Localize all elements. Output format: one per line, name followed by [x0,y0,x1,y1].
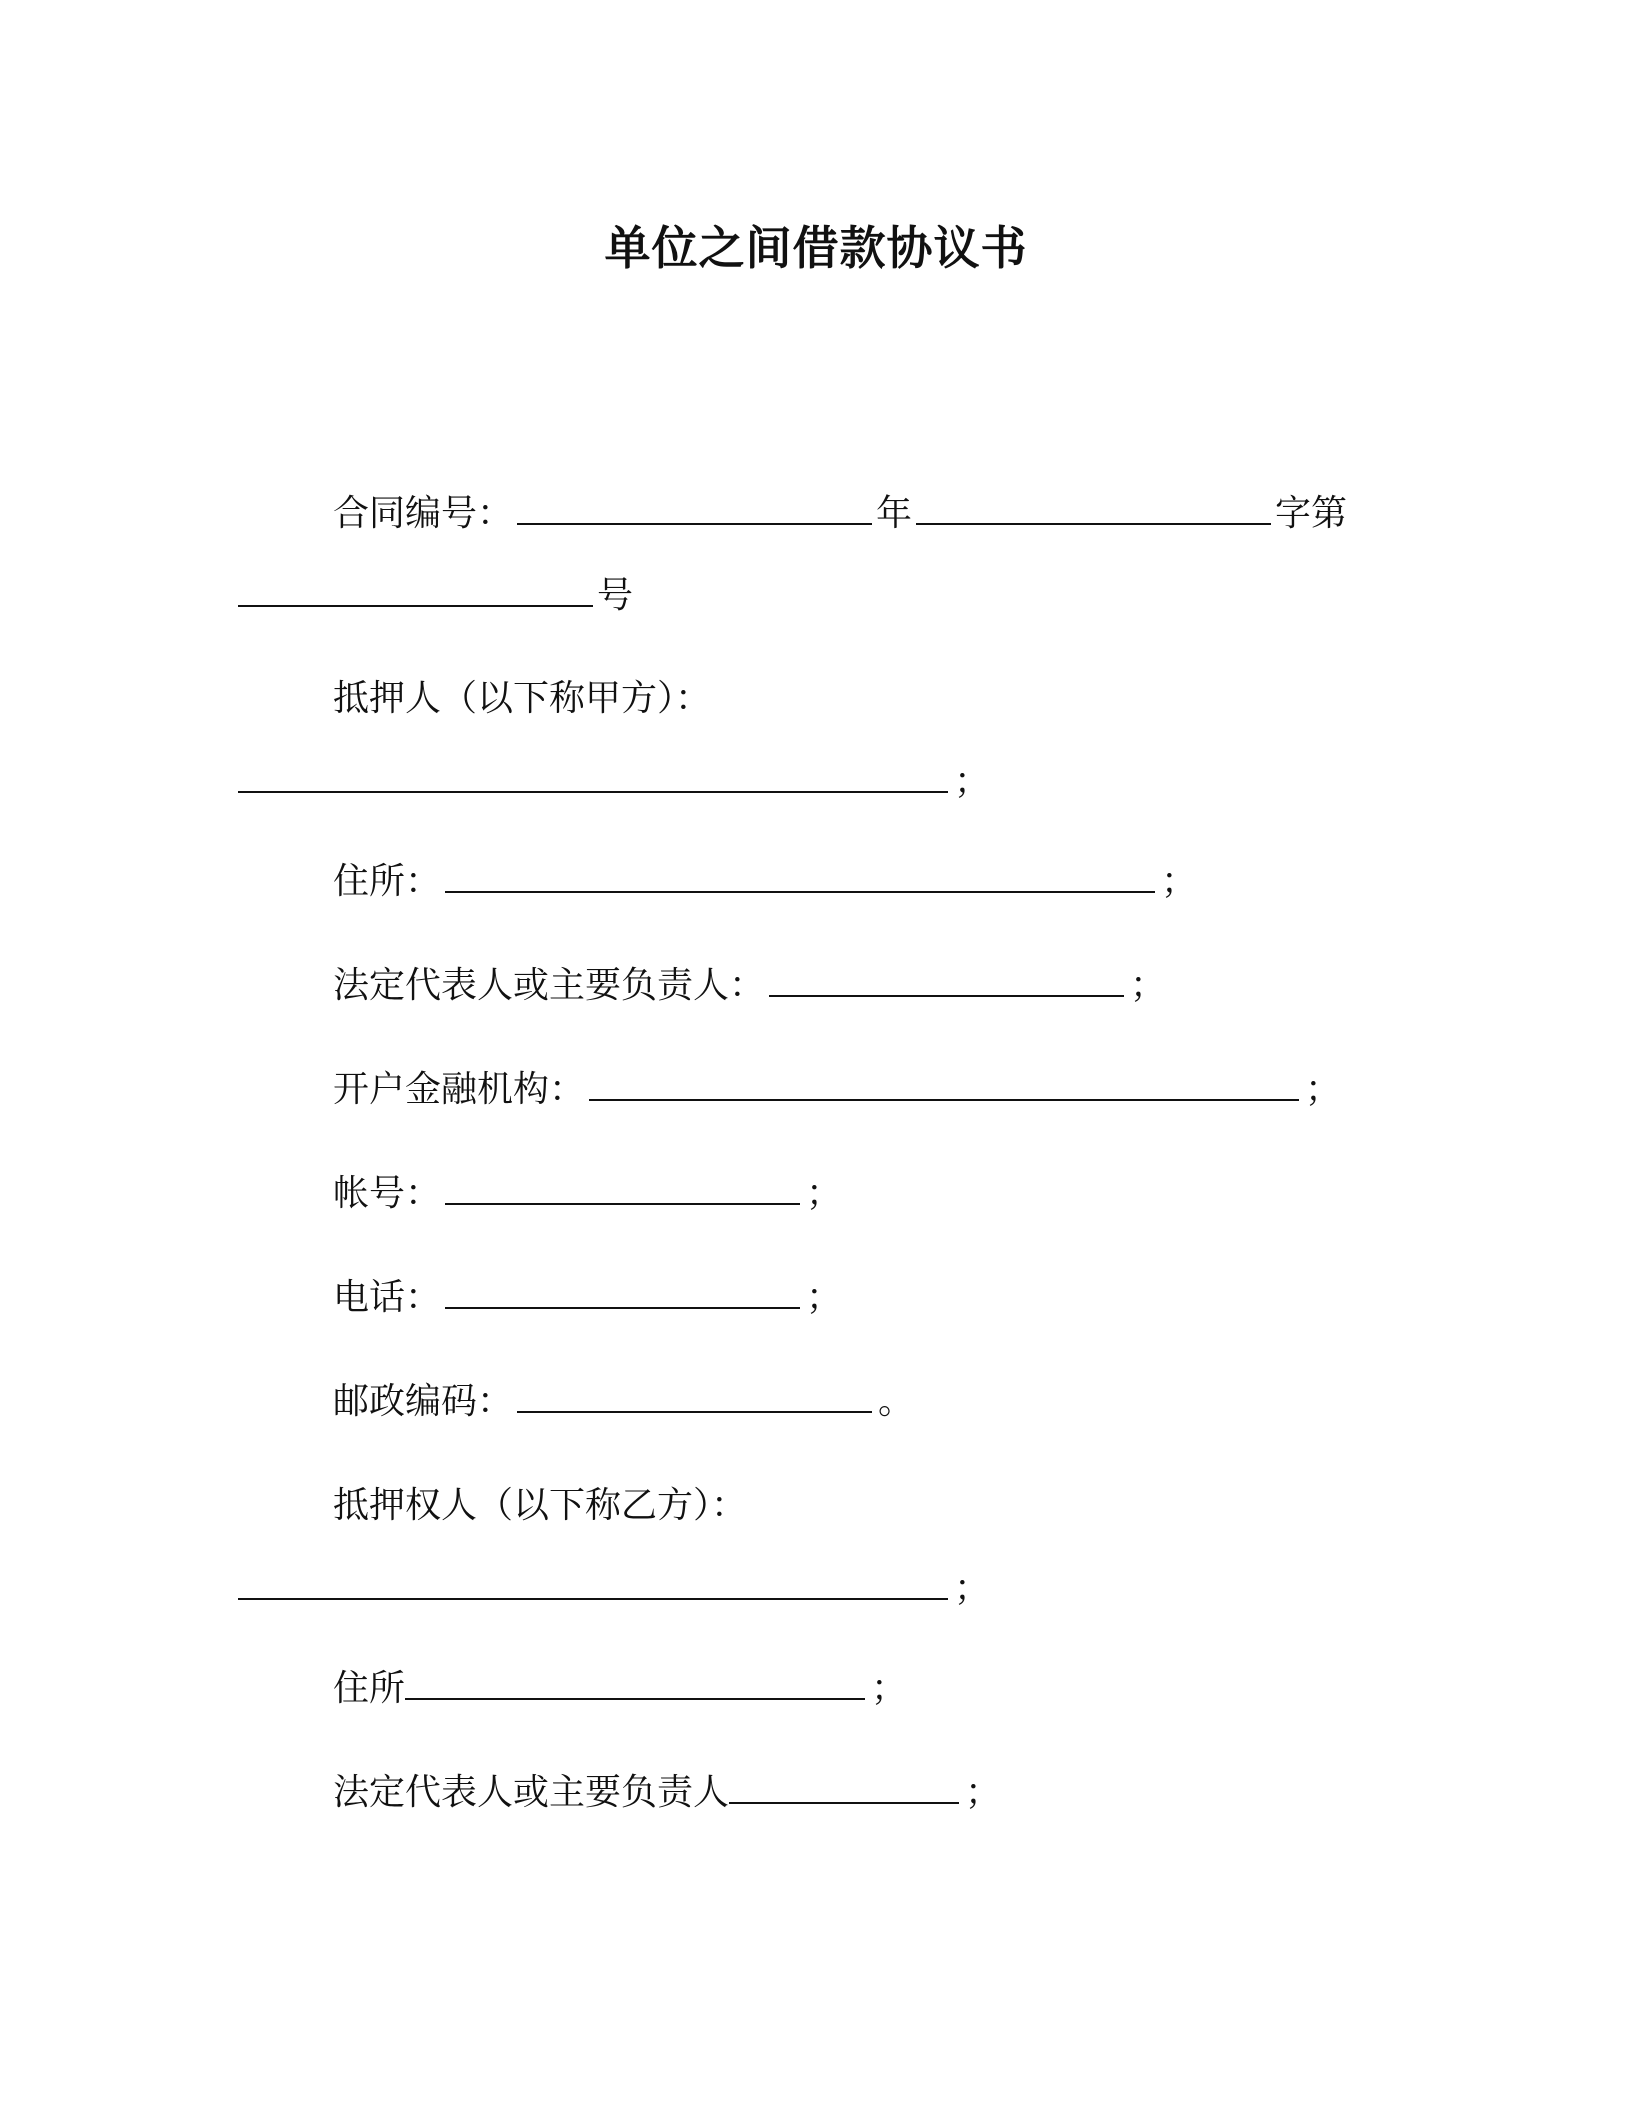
party-a-account-label: 帐号： [333,1173,442,1214]
document-title: 单位之间借款协议书 [604,221,1028,275]
party-a-rep-blank [769,965,1124,997]
contract-no-blank-1 [517,493,872,525]
party-a-address-end: ； [1161,861,1198,902]
contract-year-label: 年 [876,493,913,534]
party-a-postcode-line [333,1378,914,1426]
party-a-bank-blank [589,1069,1299,1101]
party-b-rep-label: 法定代表人或主要负责人 [333,1772,730,1813]
party-a-name-end: ； [954,761,991,802]
party-a-postcode-blank [517,1381,872,1413]
party-b-address-line [333,1665,907,1713]
party-a-postcode-end: 。 [878,1381,915,1422]
party-a-address-blank [445,861,1155,893]
party-a-address-label: 住所： [333,861,442,902]
party-b-address-label: 住所 [333,1668,406,1709]
party-b-name-end: ； [954,1568,991,1609]
party-a-name-line [238,758,990,806]
contract-no-line-2 [238,572,633,620]
party-b-rep-end: ； [965,1772,1002,1813]
contract-hao-label: 号 [597,575,634,616]
party-b-name-line [238,1565,990,1613]
party-a-account-end: ； [806,1173,843,1214]
party-a-heading: 抵押人（以下称甲方）： [333,678,712,719]
contract-no-line [333,490,1347,538]
party-a-bank-end: ； [1305,1069,1342,1110]
party-a-address-line [333,858,1197,906]
party-a-phone-line [333,1274,842,1322]
contract-no-blank-3 [238,575,593,607]
party-a-rep-end: ； [1130,965,1167,1006]
contract-no-label: 合同编号： [333,493,514,534]
contract-no-blank-2 [916,493,1271,525]
party-b-address-blank [405,1668,865,1700]
party-b-rep-blank [729,1772,959,1804]
party-a-rep-line [333,962,1166,1010]
party-a-phone-blank [445,1277,800,1309]
party-a-account-blank [445,1173,800,1205]
party-a-account-line [333,1170,842,1218]
party-a-postcode-label: 邮政编码： [333,1381,514,1422]
party-b-heading: 抵押权人（以下称乙方）： [333,1485,748,1526]
party-b-address-end: ； [871,1668,908,1709]
party-a-bank-label: 开户金融机构： [333,1069,586,1110]
party-a-name-blank [238,761,948,793]
contract-zi-di-label: 字第 [1275,493,1348,534]
party-a-rep-label: 法定代表人或主要负责人： [333,965,766,1006]
party-a-bank-line [333,1066,1341,1114]
party-b-name-blank [238,1568,948,1600]
party-b-rep-line [333,1769,1001,1817]
party-a-phone-label: 电话： [333,1277,442,1318]
party-a-phone-end: ； [806,1277,843,1318]
